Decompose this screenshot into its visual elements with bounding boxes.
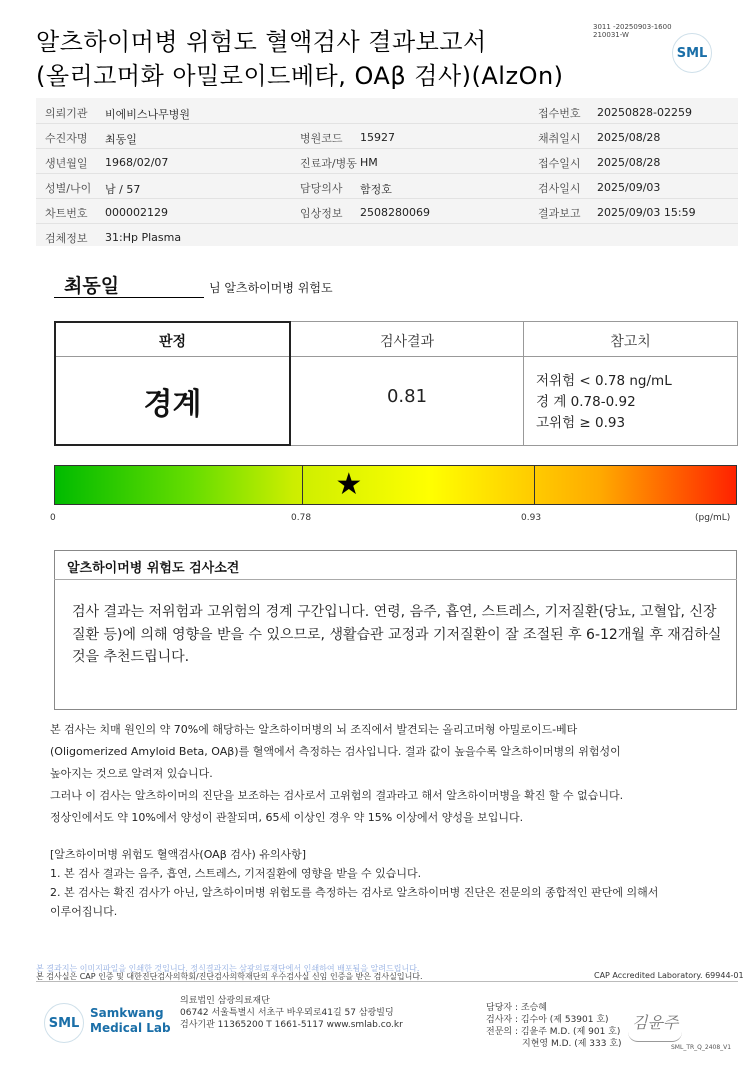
report-title-line1: 알츠하이머병 위험도 혈액검사 결과보고서 [36, 28, 487, 56]
test-date-value: 2025/09/03 [597, 181, 661, 194]
cap-accreditation: CAP Accredited Laboratory. 69944-01 [594, 971, 744, 980]
description-line: (Oligomerized Amyloid Beta, OAβ)를 혈액에서 측정하는 검사입니다. 결과 값이 높을수록 알츠하이머병의 위험성이 [50, 745, 621, 758]
sex-age-label: 성별/나이 [45, 182, 92, 195]
threshold-tick-0-78 [302, 465, 303, 505]
brand-name [90, 1006, 171, 1036]
receipt-number-value: 20250828-02259 [597, 106, 692, 119]
reference-values [536, 371, 672, 434]
precaution-item: 1. 본 검사 결과는 음주, 흡연, 스트레스, 기저질환에 영향을 받을 수 있습니다. [50, 867, 422, 880]
info-divider [36, 173, 738, 174]
staff-info [486, 1002, 622, 1050]
receipt-date-label: 접수일시 [538, 157, 581, 170]
info-divider [36, 123, 738, 124]
precautions-title: [알츠하이머병 위험도 혈액검사(OAβ 검사) 유의사항] [50, 848, 307, 861]
birth-date-value: 1968/02/07 [105, 156, 169, 169]
brand-name-line1: Samkwang [90, 1006, 164, 1020]
clinical-info-label: 임상정보 [300, 207, 343, 220]
description-line: 정상인에서도 약 10%에서 양성이 관찰되며, 65세 이상인 경우 약 15% 이상에서 양성을 보입니다. [50, 811, 524, 824]
doc-code-line1: 3011 -20250903-1600 [593, 23, 672, 31]
test-date-label: 검사일시 [538, 182, 581, 195]
staff-line: 검사자 : 김수아 (제 53901 호) [486, 1015, 609, 1025]
report-date-value: 2025/09/03 15:59 [597, 206, 696, 219]
precautions [50, 845, 658, 921]
department-label: 진료과/병동 [300, 157, 357, 170]
result-header: 검사결과 [379, 334, 435, 350]
chart-number-value: 000002129 [105, 206, 168, 219]
doctor-signature: 김윤주 [632, 1013, 679, 1032]
collection-date-value: 2025/08/28 [597, 131, 661, 144]
patient-name-suffix: 님 알츠하이머병 위험도 [209, 281, 333, 295]
footer-divider [36, 981, 738, 982]
doctor-label: 담당의사 [300, 182, 343, 195]
description-line: 높아지는 것으로 알려져 있습니다. [50, 767, 213, 780]
description-line: 그러나 이 검사는 알츠하이머의 진단을 보조하는 검사로서 고위험의 결과라고 해서 알츠하이머병을 확진 할 수 없습니다. [50, 789, 624, 802]
reference-header: 참고치 [610, 334, 651, 350]
info-divider [36, 148, 738, 149]
org-name: 의료법인 삼광의료재단 [180, 996, 270, 1006]
patient-name-label: 수진자명 [45, 132, 88, 145]
form-code: SML_TR_Q_2408_V1 [671, 1044, 732, 1051]
sml-logo: SML [676, 46, 708, 61]
doc-code [593, 23, 672, 39]
patient-name-value: 최동일 [105, 133, 137, 146]
print-watermark: 본 결과지는 이미지파일을 인쇄한 것입니다. 정식결과지는 삼광의료재단에서 인쇄하여 배포됨을 알려드립니다. [36, 964, 420, 973]
precaution-item: 이루어집니다. [50, 905, 118, 918]
receipt-date-value: 2025/08/28 [597, 156, 661, 169]
judgement-value: 경계 [143, 387, 202, 422]
hospital-code-value: 15927 [360, 131, 395, 144]
organization-info [180, 995, 403, 1031]
hospital-code-label: 병원코드 [300, 132, 343, 145]
department-value: HM [360, 156, 378, 169]
staff-line: 담당자 : 조승혜 [486, 1003, 547, 1013]
description [50, 719, 740, 829]
risk-gradient-bar [54, 465, 737, 505]
signature-stroke [628, 1032, 682, 1042]
name-underline [54, 297, 204, 298]
staff-line: 전문의 : 김윤주 M.D. (제 901 호) [486, 1027, 621, 1037]
brand-name-line2: Medical Lab [90, 1021, 171, 1035]
footer-logo: SML [48, 1016, 80, 1031]
result-value: 0.81 [386, 386, 428, 407]
certification-text: 본 검사실은 CAP 인증 및 대한진단검사의학회/진단검사의학재단의 우수검사실 신임 인증을 받은 검사실입니다. [36, 972, 423, 981]
precaution-item: 2. 본 검사는 확진 검사가 아닌, 알츠하이머병 위험도를 측정하는 검사로 알츠하이머병 진단은 전문의의 종합적인 판단에 의해서 [50, 886, 659, 899]
collection-date-label: 채취일시 [538, 132, 581, 145]
scale-unit: (pg/mL) [695, 513, 731, 523]
specimen-label: 검체정보 [45, 232, 88, 245]
judgement-header: 판정 [158, 334, 187, 350]
institution-label: 의뢰기관 [45, 107, 88, 120]
doc-code-line2: 210031-W [593, 31, 629, 39]
info-divider [36, 223, 738, 224]
receipt-number-label: 접수번호 [538, 107, 581, 120]
chart-number-label: 차트번호 [45, 207, 88, 220]
patient-name-heading: 최동일 [64, 275, 120, 297]
description-line: 본 검사는 치매 원인의 약 70%에 해당하는 알츠하이머병의 뇌 조직에서 발견되는 올리고머형 아밀로이드-베타 [50, 723, 578, 736]
reference-mid: 경 계 0.78-0.92 [536, 394, 636, 410]
org-address: 06742 서울특별시 서초구 바우뫼로41길 57 삼광빌딩 [180, 1008, 394, 1018]
info-divider [36, 198, 738, 199]
scale-label-0-93: 0.93 [521, 513, 542, 523]
institution-value: 비에비스나무병원 [105, 108, 191, 121]
reference-high: 고위험 ≥ 0.93 [536, 415, 626, 431]
reference-low: 저위험 < 0.78 ng/mL [536, 373, 672, 389]
doctor-value: 함정호 [360, 183, 392, 196]
report-date-label: 결과보고 [538, 207, 581, 220]
org-contact: 검사기관 11365200 T 1661-5117 www.smlab.co.kr [180, 1020, 403, 1030]
scale-label-0-78: 0.78 [291, 513, 312, 523]
opinion-text: 검사 결과는 저위험과 고위험의 경계 구간입니다. 연령, 음주, 흡연, 스트레스, 기저질환(당뇨, 고혈압, 신장질환 등)에 의해 영향을 받을 수 있으므로, 생활습관 교정과 기저질환이 잘 조절된 후 6-12개월 후 재검하실 것을 추천드립니다. [72, 604, 722, 665]
threshold-tick-0-93 [534, 465, 535, 505]
birth-date-label: 생년월일 [45, 157, 88, 170]
risk-marker-star: ★ [335, 467, 363, 502]
specimen-value: 31:Hp Plasma [105, 231, 182, 244]
clinical-info-value: 2508280069 [360, 206, 430, 219]
report-title-line2: (올리고머화 아밀로이드베타, OAβ 검사)(AlzOn) [36, 62, 564, 90]
sex-age-value: 남 / 57 [105, 183, 141, 196]
staff-line: 지현영 M.D. (제 333 호) [522, 1039, 622, 1049]
scale-label-0: 0 [50, 513, 56, 523]
opinion-title: 알츠하이머병 위험도 검사소견 [67, 561, 240, 576]
